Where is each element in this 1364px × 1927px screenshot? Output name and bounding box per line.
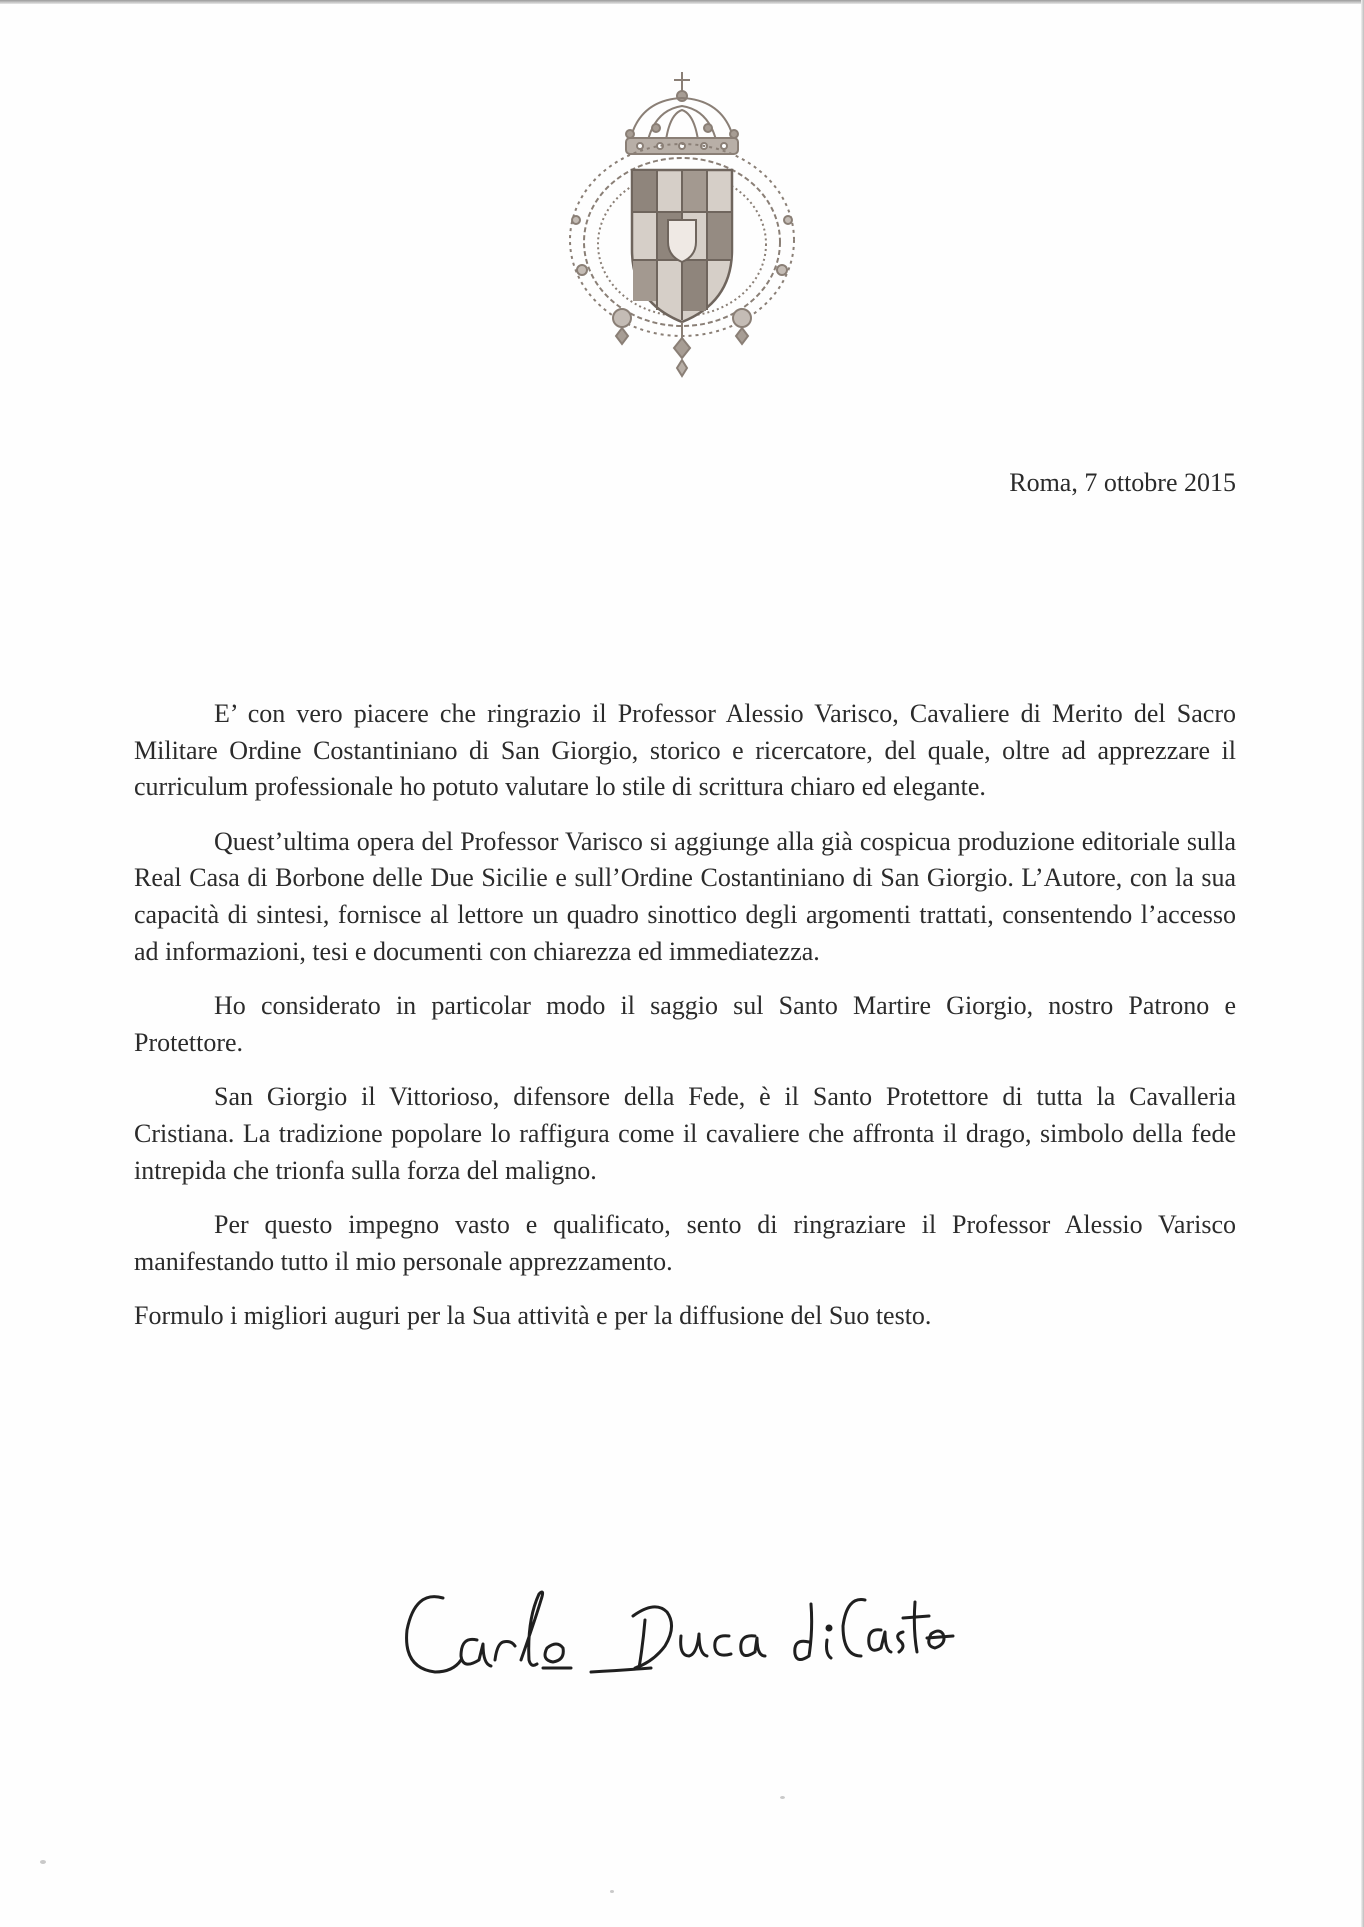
- letter-date: Roma, 7 ottobre 2015: [1009, 468, 1236, 497]
- paragraph-6: Formulo i migliori auguri per la Sua attività e per la diffusione del Suo testo.: [134, 1301, 932, 1331]
- page-top-edge: [0, 0, 1364, 4]
- paragraph-4: San Giorgio il Vittorioso, difensore della Fede, è il Santo Protettore di tutta la Cavalleria Cristiana. La tradizione popolare lo raffigura come il cavaliere che affronta il drago, simbolo della fede intrepida che trionfa sulla forza del maligno.: [134, 1082, 1236, 1185]
- paper-speck: [780, 1796, 785, 1799]
- royal-coat-of-arms-icon: [560, 70, 805, 380]
- handwritten-signature: [395, 1560, 955, 1690]
- paper-speck: [40, 1860, 46, 1864]
- letter-body: [134, 696, 1236, 1353]
- paragraph-1: E’ con vero piacere che ringrazio il Professor Alessio Varisco, Cavaliere di Merito del Sacro Militare Ordine Costantiniano di San Giorgio, storico e ricercatore, del quale, oltre ad apprezzare il curriculum professionale ho potuto valutare lo stile di scrittura chiaro ed elegante.: [134, 699, 1236, 802]
- paper-speck: [610, 1890, 614, 1893]
- paragraph-2: Quest’ultima opera del Professor Varisco si aggiunge alla già cospicua produzione editoriale sulla Real Casa di Borbone delle Due Sicilie e sull’Ordine Costantiniano di San Giorgio. L’Autore, con la sua capacità di sintesi, fornisce al lettore un quadro sinottico degli argomenti trattati, consentendo l’accesso ad informazioni, tesi e documenti con chiarezza ed immediatezza.: [134, 826, 1236, 966]
- paragraph-3: Ho considerato in particolar modo il saggio sul Santo Martire Giorgio, nostro Patrono e Protettore.: [134, 991, 1236, 1057]
- paragraph-5: Per questo impegno vasto e qualificato, sento di ringraziare il Professor Alessio Varisco manifestando tutto il mio personale apprezzamento.: [134, 1210, 1236, 1276]
